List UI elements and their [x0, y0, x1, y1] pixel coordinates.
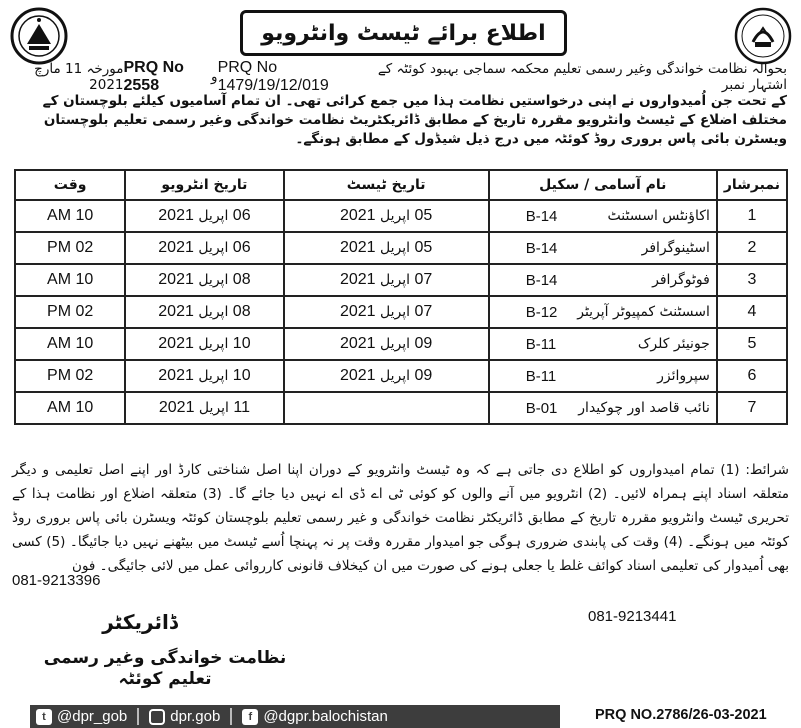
table-row — [15, 232, 787, 264]
facebook-icon: f — [242, 709, 258, 725]
cell-test-date-part: اپریل — [380, 336, 411, 352]
table-row — [15, 328, 787, 360]
cell-interview-date — [125, 200, 283, 232]
cell-post — [489, 392, 717, 424]
cell-test-date-part: 2021 — [339, 367, 376, 384]
instagram-handle: dpr.gob — [170, 708, 221, 725]
post-scale: B-14 — [525, 271, 558, 289]
header-time: وقت — [15, 170, 125, 200]
cell-time: 10 AM — [15, 392, 125, 424]
twitter-link[interactable] — [30, 708, 133, 725]
cell-interview-date — [125, 392, 283, 424]
post-wrap — [496, 304, 710, 321]
post-scale: B-14 — [525, 207, 558, 225]
instagram-icon — [149, 709, 165, 725]
table-row — [15, 264, 787, 296]
cell-interview-date-part: 2021 — [158, 303, 194, 320]
cell-test-date — [284, 200, 489, 232]
cell-interview-date — [125, 232, 283, 264]
cell-test-date — [284, 360, 489, 392]
cell-post — [489, 296, 717, 328]
cell-time: 10 AM — [15, 264, 125, 296]
cell-test-date-part: 2021 — [339, 207, 376, 224]
cell-test-date-part: 07 — [414, 303, 433, 320]
post-name: اسسٹنٹ کمپیوٹر آپریٹر — [577, 304, 710, 320]
cell-interview-date-part: اپریل — [198, 336, 229, 352]
cell-test-date-part: اپریل — [380, 304, 411, 320]
cell-interview-date-part: 2021 — [158, 335, 194, 352]
cell-test-date — [284, 264, 489, 296]
cell-test-date-part: 09 — [414, 367, 433, 384]
reference-line — [12, 59, 787, 94]
cell-test-date-part: اپریل — [380, 208, 411, 224]
social-bar — [30, 705, 560, 728]
reference-text: بحوالہ نظامت خواندگی وغیر رسمی تعلیم محکمہ سماجی بہبود کوئٹہ کے اشتہار نمبر — [377, 61, 787, 93]
cell-test-date-part: 2021 — [339, 271, 376, 288]
cell-interview-date-part: 2021 — [158, 367, 194, 384]
cell-test-date-part: 07 — [414, 271, 433, 288]
divider — [137, 708, 139, 725]
cell-post — [489, 328, 717, 360]
cell-time: 02 PM — [15, 360, 125, 392]
cell-interview-date-part: اپریل — [198, 240, 229, 256]
post-name: اسٹینوگرافر — [641, 240, 710, 256]
cell-post — [489, 200, 717, 232]
cell-interview-date-part: 2021 — [158, 207, 194, 224]
cell-interview-date-part: اپریل — [198, 368, 229, 384]
table-row — [15, 392, 787, 424]
twitter-icon: t — [36, 709, 52, 725]
cell-test-date — [284, 328, 489, 360]
cell-test-date-part: 05 — [414, 239, 433, 256]
cell-interview-date-part: اپریل — [198, 272, 229, 288]
cell-test-date-part: 2021 — [339, 303, 376, 320]
post-wrap — [496, 272, 710, 289]
signature-title: ڈائریکٹر — [102, 610, 178, 634]
footer — [0, 705, 801, 728]
cell-interview-date-part: 10 — [232, 335, 251, 352]
post-name: فوٹوگرافر — [652, 272, 710, 288]
reference-prq-2558: PRQ No 2558 — [123, 59, 184, 94]
cell-sno: 3 — [717, 264, 787, 296]
cell-post — [489, 264, 717, 296]
cell-test-date-part: اپریل — [380, 240, 411, 256]
cell-time: 10 AM — [15, 328, 125, 360]
post-wrap — [496, 368, 710, 385]
post-wrap — [496, 336, 710, 353]
header-post: نام آسامی / سکیل — [489, 170, 717, 200]
phone-number-1: 081-9213396 — [12, 572, 101, 589]
cell-time: 02 PM — [15, 232, 125, 264]
cell-interview-date-part: 11 — [233, 399, 250, 416]
cell-interview-date — [125, 328, 283, 360]
table-header-row — [15, 170, 787, 200]
reference-date: مورخہ 11 مارچ 2021 — [34, 61, 124, 93]
post-name: نائب قاصد اور چوکیدار — [578, 400, 710, 416]
conditions-text: شرائط: (1) تمام امیدواروں کو اطلاع دی جاتی ہے کہ وہ ٹیسٹ وانٹرویو کے دوران اپنا اصل شناختی کارڈ اور اپنے اصل تعلیمی و دیگر متعلقہ اسناد اپنے ہمراہ لائیں۔ (2) انٹرویو میں آنے والوں کو کوئی ٹی اے ڈی اے نہیں دیا جائے گا۔ (3) متعلقہ اضلاع اور نظامت ہذا کے تحریری ٹیسٹ وانٹرویو مقررہ تاریخ کے مطابق ڈائریکٹر نظامت خواندگی و غیر رسمی تعلیم بلوچستان کوئٹہ ویسٹرن بائی پاس بروری روڈ کوئٹہ میں ہونگے۔ (4) وقت کی پابندی ضروری ہوگی جو امیدوار مقررہ وقت پر نہ پہنچا اُسے ٹیسٹ میں بیٹھنے نہیں دیا جائیگا۔ (5) کسی بھی اُمیدوار کی تعلیمی اسناد کوائف غلط یا جعلی ہونے کی صورت میں ان کیخلاف قانونی کارروائی عمل میں لائی جائیگی۔ فون — [12, 462, 790, 574]
table-row — [15, 200, 787, 232]
cell-time: 02 PM — [15, 296, 125, 328]
post-scale: B-01 — [525, 399, 558, 417]
header-test-date: تاریخ ٹیسٹ — [284, 170, 489, 200]
cell-test-date-part: 05 — [414, 207, 433, 224]
cell-test-date-part: اپریل — [380, 272, 411, 288]
post-wrap — [496, 400, 710, 417]
table-row — [15, 360, 787, 392]
notice-title: اطلاع برائے ٹیسٹ وانٹرویو — [240, 10, 567, 56]
cell-sno: 4 — [717, 296, 787, 328]
cell-interview-date-part: 2021 — [158, 271, 194, 288]
cell-sno: 1 — [717, 200, 787, 232]
table-row — [15, 296, 787, 328]
cell-interview-date-part: 06 — [232, 239, 251, 256]
intro-paragraph: کے تحت جن اُمیدواروں نے اپنی درخواستیں نظامت ہذا میں جمع کرائی تھی۔ ان تمام آسامیوں کیلئے بلوچستان کے مختلف اضلاع کے ٹیسٹ وانٹرویو مقررہ تاریخ کے مطابق ڈائریکٹریٹ نظامت خواندگی وغیر رسمی تعلیم بلوچستان ویسٹرن بائی پاس بروری روڈ کوئٹہ میں درج ذیل شیڈول کے مطابق ہونگے۔ — [42, 93, 787, 147]
cell-test-date-part: 09 — [414, 335, 433, 352]
post-scale: B-12 — [525, 303, 558, 321]
department-seal-icon — [733, 6, 793, 66]
signature-org: نظامت خواندگی وغیر رسمی تعلیم کوئٹہ — [43, 648, 287, 689]
reference-and: و — [211, 69, 218, 85]
facebook-handle: @dgpr.balochistan — [263, 708, 388, 725]
cell-interview-date — [125, 296, 283, 328]
post-wrap — [496, 208, 710, 225]
schedule-table — [14, 169, 788, 425]
cell-interview-date-part: 08 — [232, 303, 251, 320]
header-interview-date: تاریخ انٹرویو — [125, 170, 283, 200]
cell-post — [489, 232, 717, 264]
cell-interview-date-part: 10 — [232, 367, 251, 384]
cell-interview-date-part: اپریل — [198, 400, 229, 416]
instagram-link[interactable] — [143, 708, 226, 725]
cell-post — [489, 360, 717, 392]
post-name: جونیئر کلرک — [637, 336, 710, 352]
cell-test-date-part: 2021 — [339, 335, 376, 352]
post-wrap — [496, 240, 710, 257]
cell-test-date — [284, 392, 489, 424]
reference-prq-1479: PRQ No 1479/19/12/019 — [217, 59, 329, 94]
balochistan-emblem-icon — [9, 6, 69, 66]
cell-interview-date — [125, 360, 283, 392]
cell-sno: 7 — [717, 392, 787, 424]
cell-test-date — [284, 296, 489, 328]
cell-sno: 6 — [717, 360, 787, 392]
cell-interview-date — [125, 264, 283, 296]
post-scale: B-14 — [525, 239, 558, 257]
cell-test-date — [284, 232, 489, 264]
facebook-link[interactable] — [236, 708, 393, 725]
cell-interview-date-part: اپریل — [198, 304, 229, 320]
post-scale: B-11 — [525, 367, 557, 385]
cell-time: 10 AM — [15, 200, 125, 232]
cell-interview-date-part: 08 — [232, 271, 251, 288]
cell-interview-date-part: 2021 — [158, 239, 194, 256]
twitter-handle: @dpr_gob — [57, 708, 128, 725]
cell-interview-date-part: اپریل — [198, 208, 229, 224]
phone-number-2: 081-9213441 — [588, 608, 677, 625]
cell-interview-date-part: 2021 — [158, 399, 195, 416]
cell-test-date-part: 2021 — [339, 239, 376, 256]
cell-sno: 2 — [717, 232, 787, 264]
footer-prq-number: PRQ NO.2786/26-03-2021 — [595, 707, 767, 723]
cell-sno: 5 — [717, 328, 787, 360]
post-name: سپروائزر — [657, 368, 710, 384]
cell-interview-date-part: 06 — [232, 207, 251, 224]
header-sno: نمبرشار — [717, 170, 787, 200]
post-scale: B-11 — [525, 335, 557, 353]
post-name: اکاؤنٹس اسسٹنٹ — [607, 208, 710, 224]
cell-test-date-part: اپریل — [380, 368, 411, 384]
divider — [230, 708, 232, 725]
